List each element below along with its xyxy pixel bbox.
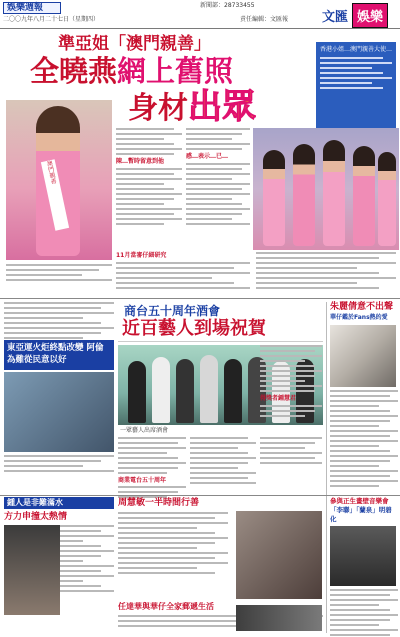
lead-headline-topic: 網上舊照: [117, 54, 234, 88]
section-logo: [3, 2, 61, 14]
bottom-left-title: 鍾人是非難滿水: [4, 497, 114, 509]
section-divider-bottom: [0, 495, 400, 496]
story2-text-c: [260, 345, 322, 435]
bottom-mid-photo-2: [236, 605, 322, 631]
bottom-mid-photo: [236, 511, 322, 599]
lead-headline-stunning: 出眾: [188, 87, 256, 127]
lead-text-caption-left: [6, 264, 112, 294]
story2-kicker: 商台五十周年酒會: [124, 304, 221, 318]
lead-text-bottom-right: [256, 252, 396, 296]
story2-left-photo: [4, 372, 114, 452]
sash-text: 澳門親善: [44, 159, 57, 185]
section-divider: [0, 298, 400, 299]
lead-sub-2: 感…表示…已…: [186, 153, 229, 160]
brand-badge: 娛樂: [352, 3, 388, 28]
bottom-right-title: 參與正生畫壁音樂會: [330, 497, 389, 505]
story2-left-text: [4, 455, 114, 483]
editor-line: 責任編輯：文匯報: [240, 16, 289, 23]
story2-headline: 近百藝人到場祝賀: [122, 318, 266, 339]
date-line: 二〇〇九年八月二十七日（星期四）: [3, 16, 100, 23]
story2-photo-caption: 一眾藝人出席酒會: [120, 427, 169, 434]
sidebar-photo: [330, 325, 396, 387]
bottom-left: [4, 497, 114, 633]
divider: [0, 28, 400, 29]
bottom-mid-title: 周慧敏一半時間行善: [118, 498, 200, 508]
brand-logo: [322, 2, 398, 28]
story2-sub-left: 東亞運火炬終點改變 阿倫為難從民意以好: [7, 343, 104, 365]
phone-line: 新聞部：28733455: [200, 2, 255, 9]
masthead: [0, 0, 400, 30]
brand-name: 文匯: [322, 10, 349, 25]
lead-headline-row1: [30, 54, 320, 88]
bottom-mid-sub: 任達華與華仔全家郵遞生活: [118, 602, 214, 611]
lead-sub-3: 11月當審仔細研究: [116, 252, 167, 259]
lead-text-col2: [186, 128, 250, 248]
bottom-left-photo: [4, 525, 60, 615]
lead-headline-name: 全曉燕: [30, 54, 118, 88]
bottom-right-sub: 「李聯」「蘭泉」明碧化: [330, 506, 392, 523]
story2-left-banner: [4, 340, 114, 370]
sidebar-title: 朱麗倩意不出聲: [330, 302, 394, 312]
lead-photo: [6, 100, 112, 260]
lead-group-photo: [253, 128, 399, 250]
bottom-left-sub: 方力申撞太熱情: [4, 512, 68, 522]
lead-text-bottom: [116, 252, 250, 296]
lead-blue-box: [316, 42, 396, 128]
bottom-right-photo: [330, 526, 396, 586]
story2-sub-right: 得獎者鍾慧君: [260, 395, 297, 402]
sidebar: [326, 302, 398, 514]
lead-headline-figure: 身材: [128, 91, 188, 126]
section-name: 娛樂週報: [7, 3, 44, 13]
lead-kicker: 準亞姐「澳門親善」: [58, 34, 211, 54]
lead-text-col1: [116, 128, 182, 248]
story2-header: [118, 302, 323, 342]
sidebar-sub: 華仔鑑於Fans熱的愛: [330, 314, 388, 321]
lead-sub-1: 陳…暫時留意到他: [116, 158, 165, 165]
story2-sub-mid: 商業電台五十周年: [118, 477, 167, 484]
lead-blue-box-text: 香港小姐…澳門親善大使…: [320, 46, 393, 53]
lead-headline-row2: [128, 87, 308, 127]
bottom-right: [326, 497, 398, 633]
